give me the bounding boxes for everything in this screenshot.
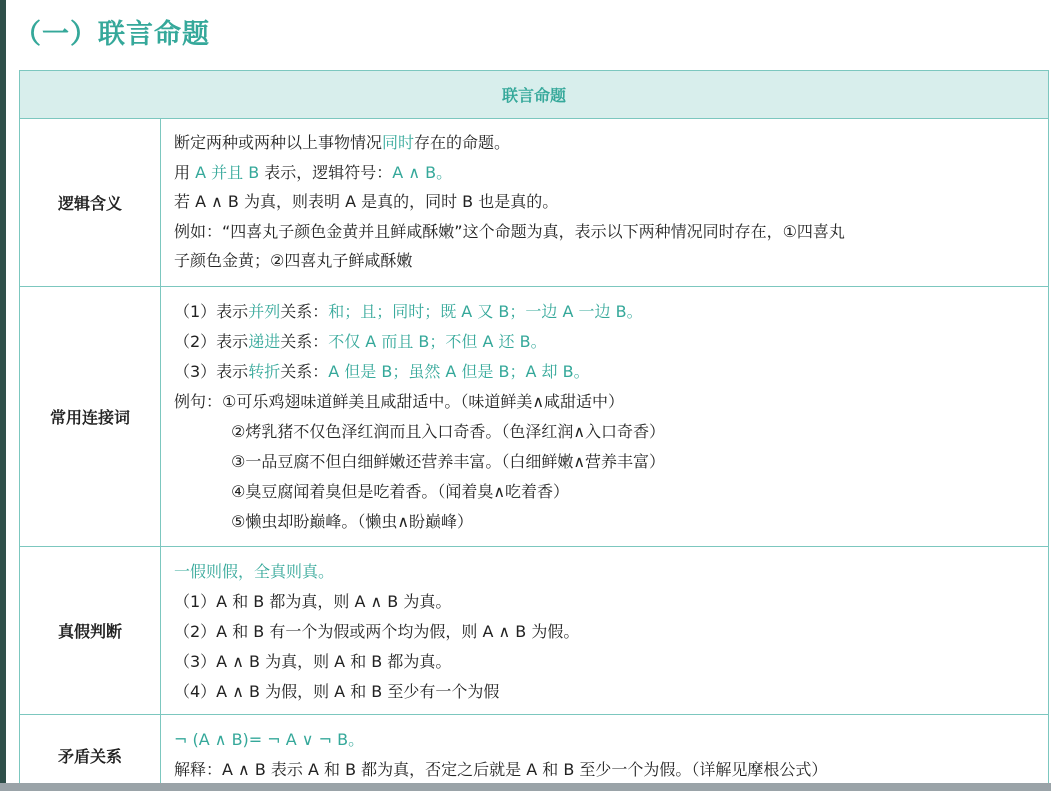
table-header: 联言命题 [20, 71, 1048, 119]
text-segment: （4）A ∧ B 为假，则 A 和 B 至少有一个为假 [174, 682, 500, 701]
content-line [174, 587, 1036, 617]
content-line [174, 557, 1036, 587]
text-segment: 子颜色金黄；②四喜丸子鲜咸酥嫩 [174, 251, 413, 270]
table-row-contradiction [20, 715, 1048, 791]
content-line [174, 725, 1036, 755]
text-segment: （3）A ∧ B 为真，则 A 和 B 都为真。 [174, 652, 452, 671]
content-line [174, 387, 1036, 417]
text-segment: 存在的命题。 [414, 133, 511, 152]
highlight-text: 和；且；同时；既 A 又 B；一边 A 一边 B。 [328, 302, 643, 321]
text-segment: （1）A 和 B 都为真，则 A ∧ B 为真。 [174, 592, 452, 611]
text-segment: 例句：①可乐鸡翅味道鲜美且咸甜适中。（味道鲜美∧咸甜适中） [174, 392, 625, 411]
content-line [174, 217, 1036, 247]
text-segment: 关系： [280, 362, 329, 381]
text-segment: 用 [174, 162, 196, 182]
text-segment: （2）A 和 B 有一个为假或两个均为假，则 A ∧ B 为假。 [174, 622, 580, 641]
text-segment: ②烤乳猪不仅色泽红润而且入口奇香。（色泽红润∧入口奇香） [231, 422, 666, 441]
row-content [161, 547, 1048, 714]
content-line [174, 647, 1036, 677]
text-segment: （2）表示 [174, 332, 249, 351]
conjunctive-proposition-table [19, 70, 1049, 791]
text-segment: 关系： [280, 332, 329, 351]
bottom-scroll-bar [0, 783, 1051, 791]
text-segment: ④臭豆腐闻着臭但是吃着香。（闻着臭∧吃着香） [231, 482, 570, 501]
row-content [161, 287, 1048, 546]
row-label: 真假判断 [20, 547, 161, 714]
content-line [174, 297, 1036, 327]
highlight-text: 一假则假，全真则真。 [174, 562, 335, 581]
content-line [174, 357, 1036, 387]
highlight-text: 不仅 A 而且 B；不但 A 还 B。 [328, 332, 547, 351]
table-row-truth-judgment [20, 547, 1048, 715]
table-row-logic-meaning [20, 119, 1048, 287]
row-content [161, 715, 1048, 791]
text-segment: 解释：A ∧ B 表示 A 和 B 都为真，否定之后就是 A 和 B 至少一个为假。（详解见摩根公式） [174, 760, 828, 779]
row-label: 常用连接词 [20, 287, 161, 546]
content-line [174, 417, 1036, 447]
highlight-text: A 并且 B [195, 162, 260, 182]
text-segment: 关系： [280, 302, 329, 321]
row-content [161, 119, 1048, 286]
content-line [174, 617, 1036, 647]
text-segment: （1）表示 [174, 302, 249, 321]
content-line [174, 755, 1036, 785]
left-edge-bar [0, 0, 6, 791]
highlight-text: A ∧ B。 [392, 162, 453, 182]
content-line [174, 507, 1036, 537]
row-label: 逻辑含义 [20, 119, 161, 286]
content-line [174, 187, 1036, 217]
highlight-text: ¬ (A ∧ B)= ¬ A ∨ ¬ B。 [174, 730, 365, 749]
content-line [174, 447, 1036, 477]
content-line [174, 158, 1036, 188]
highlight-text: 转折 [248, 362, 281, 381]
content-line [174, 327, 1036, 357]
section-heading: （一）联言命题 [14, 19, 210, 50]
text-segment: 断定两种或两种以上事物情况 [174, 133, 383, 152]
text-segment: 表示，逻辑符号： [259, 162, 393, 182]
text-segment: ③一品豆腐不但白细鲜嫩还营养丰富。（白细鲜嫩∧营养丰富） [231, 452, 666, 471]
table-row-connectives [20, 287, 1048, 547]
highlight-text: 并列 [248, 302, 281, 321]
content-line [174, 477, 1036, 507]
highlight-text: 递进 [248, 332, 281, 351]
text-segment: 例如：“四喜丸子颜色金黄并且鲜咸酥嫩”这个命题为真，表示以下两种情况同时存在，①四喜丸 [174, 221, 845, 241]
content-line [174, 677, 1036, 707]
content-line [174, 246, 1036, 276]
row-label: 矛盾关系 [20, 715, 161, 791]
text-segment: ⑤懒虫却盼巅峰。（懒虫∧盼巅峰） [231, 512, 474, 531]
highlight-text: A 但是 B；虽然 A 但是 B；A 却 B。 [328, 362, 590, 381]
text-segment: 若 A ∧ B 为真，则表明 A 是真的，同时 B 也是真的。 [174, 192, 559, 211]
text-segment: （3）表示 [174, 362, 249, 381]
content-line [174, 128, 1036, 158]
highlight-text: 同时 [382, 133, 415, 152]
